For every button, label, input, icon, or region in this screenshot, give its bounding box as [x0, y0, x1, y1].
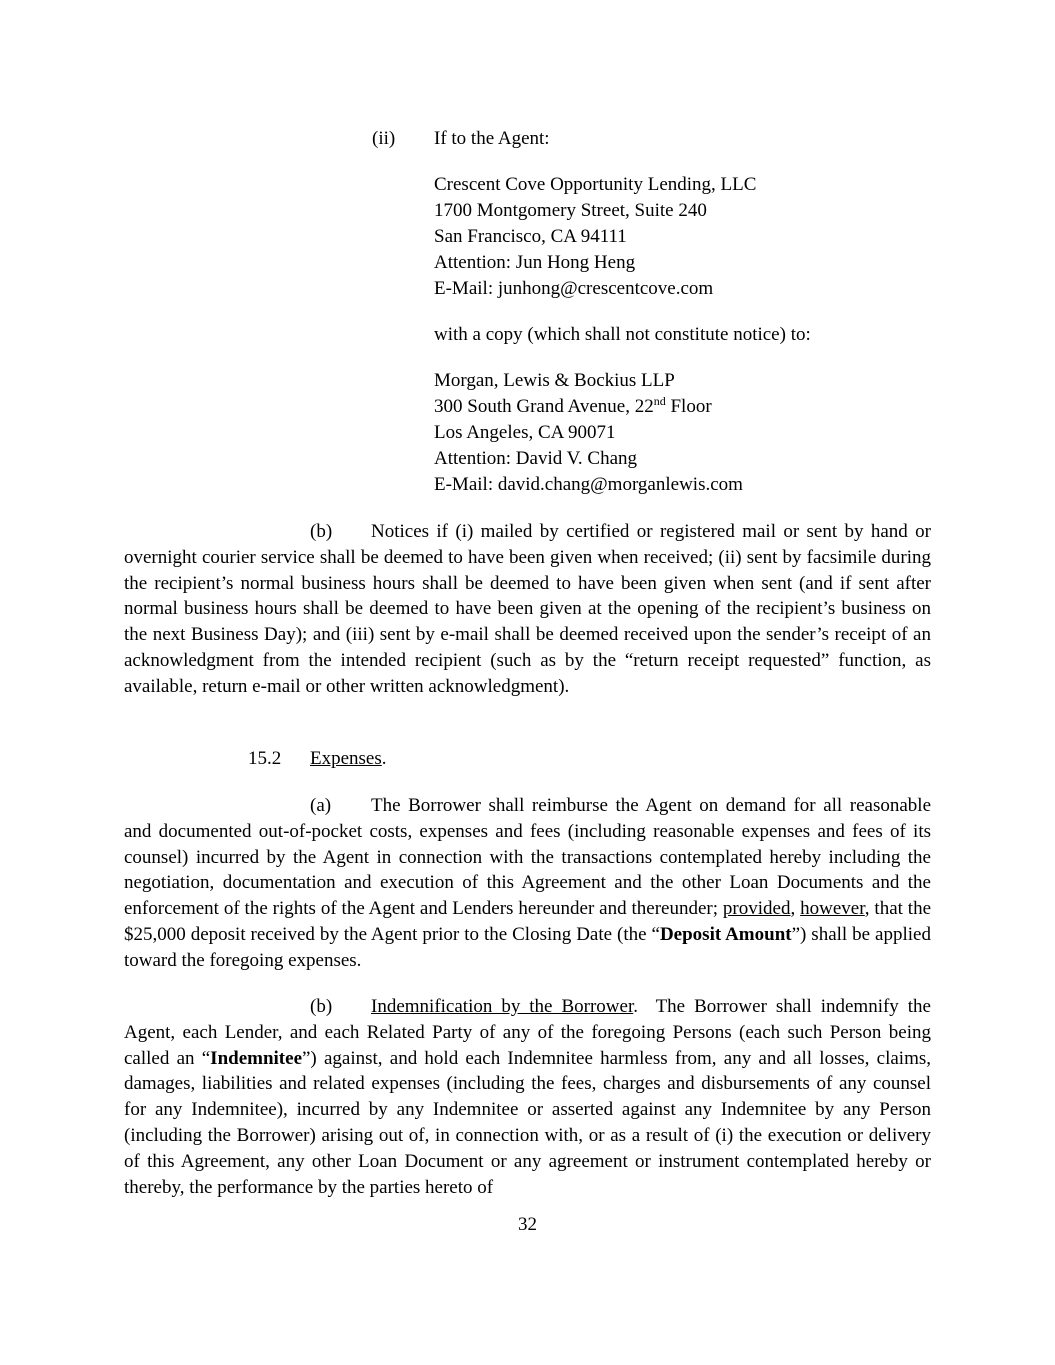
indemnification-paragraph: (b) Indemnification by the Borrower. The Borrower shall indemnify the Agent, each Lender, and each Related Party of any of the foregoing Persons (each such Person being called an “Indemnitee”) against, and hold each Indemnitee harmless from, any and all losses, claims, damages, liabilities and related expenses (including the fees, charges and disbursements of any counsel for any Indemnitee), incurred by any Indemnitee or asserted against any Indemnitee by any Person (including the Borrower) arising out of, in connection with, or as a result of (i) the execution or delivery of this Agreement, any other Loan Document or any agreement or instrument contemplated hereby or thereby, the performance by the parties hereto of [124, 996, 931, 1198]
clause-label-b: (b) [310, 996, 333, 1017]
copy-notice-line: with a copy (which shall not constitute notice) to: [434, 324, 811, 345]
section-title: Expenses. [310, 748, 387, 769]
defined-term-indemnitee: Indemnitee [210, 1047, 302, 1069]
page-number: 32 [518, 1214, 537, 1235]
counsel-address-line: Los Angeles, CA 90071 [434, 422, 616, 443]
indemnification-heading: Indemnification by the Borrower [371, 996, 634, 1017]
counsel-address-block [434, 368, 743, 498]
clause-label-ii: (ii) [372, 128, 396, 149]
agent-address-line: 1700 Montgomery Street, Suite 240 [434, 200, 707, 221]
clause-label-b: (b) [310, 521, 333, 542]
section-number: 15.2 [248, 748, 282, 769]
clause-label-a: (a) [310, 795, 332, 816]
counsel-address-line: Attention: David V. Chang [434, 448, 638, 469]
agent-address-line: E-Mail: junhong@crescentcove.com [434, 278, 714, 299]
agent-address-line: San Francisco, CA 94111 [434, 226, 627, 247]
agent-address-block [434, 172, 756, 302]
notices-paragraph: (b) Notices if (i) mailed by certified or registered mail or sent by hand or overnight courier service shall be deemed to have been given when received; (ii) sent by facsimile during the recipient’s normal business hours shall be deemed to have been given when sent (and if sent after normal business hours shall be deemed to have been given at the opening of the recipient’s business on the next Business Day); and (iii) sent by e-mail shall be deemed received upon the sender’s receipt of an acknowledgment from the intended recipient (such as by the “return receipt requested” function, as available, return e-mail or other written acknowledgment). [124, 521, 931, 697]
counsel-address-line: 300 South Grand Avenue, 22nd Floor [434, 394, 712, 417]
counsel-address-line: E-Mail: david.chang@morganlewis.com [434, 474, 743, 495]
defined-term-deposit-amount: Deposit Amount [659, 923, 792, 945]
agent-address-line: Attention: Jun Hong Heng [434, 252, 636, 273]
expenses-paragraph: (a) The Borrower shall reimburse the Agent on demand for all reasonable and documented out-of-pocket costs, expenses and fees (including reasonable expenses and fees of its counsel) incurred by the Agent in connection with the transactions contemplated hereby including the negotiation, documentation and execution of this Agreement and the other Loan Documents and the enforcement of the rights of the Agent and Lenders hereunder and thereunder; provided, however, that the $25,000 deposit received by the Agent prior to the Closing Date (the “Deposit Amount”) shall be applied toward the foregoing expenses. [124, 795, 932, 971]
agent-address-line: Crescent Cove Opportunity Lending, LLC [434, 174, 757, 195]
agent-notice-heading: If to the Agent: [434, 128, 550, 149]
counsel-address-line: Morgan, Lewis & Bockius LLP [434, 370, 675, 391]
